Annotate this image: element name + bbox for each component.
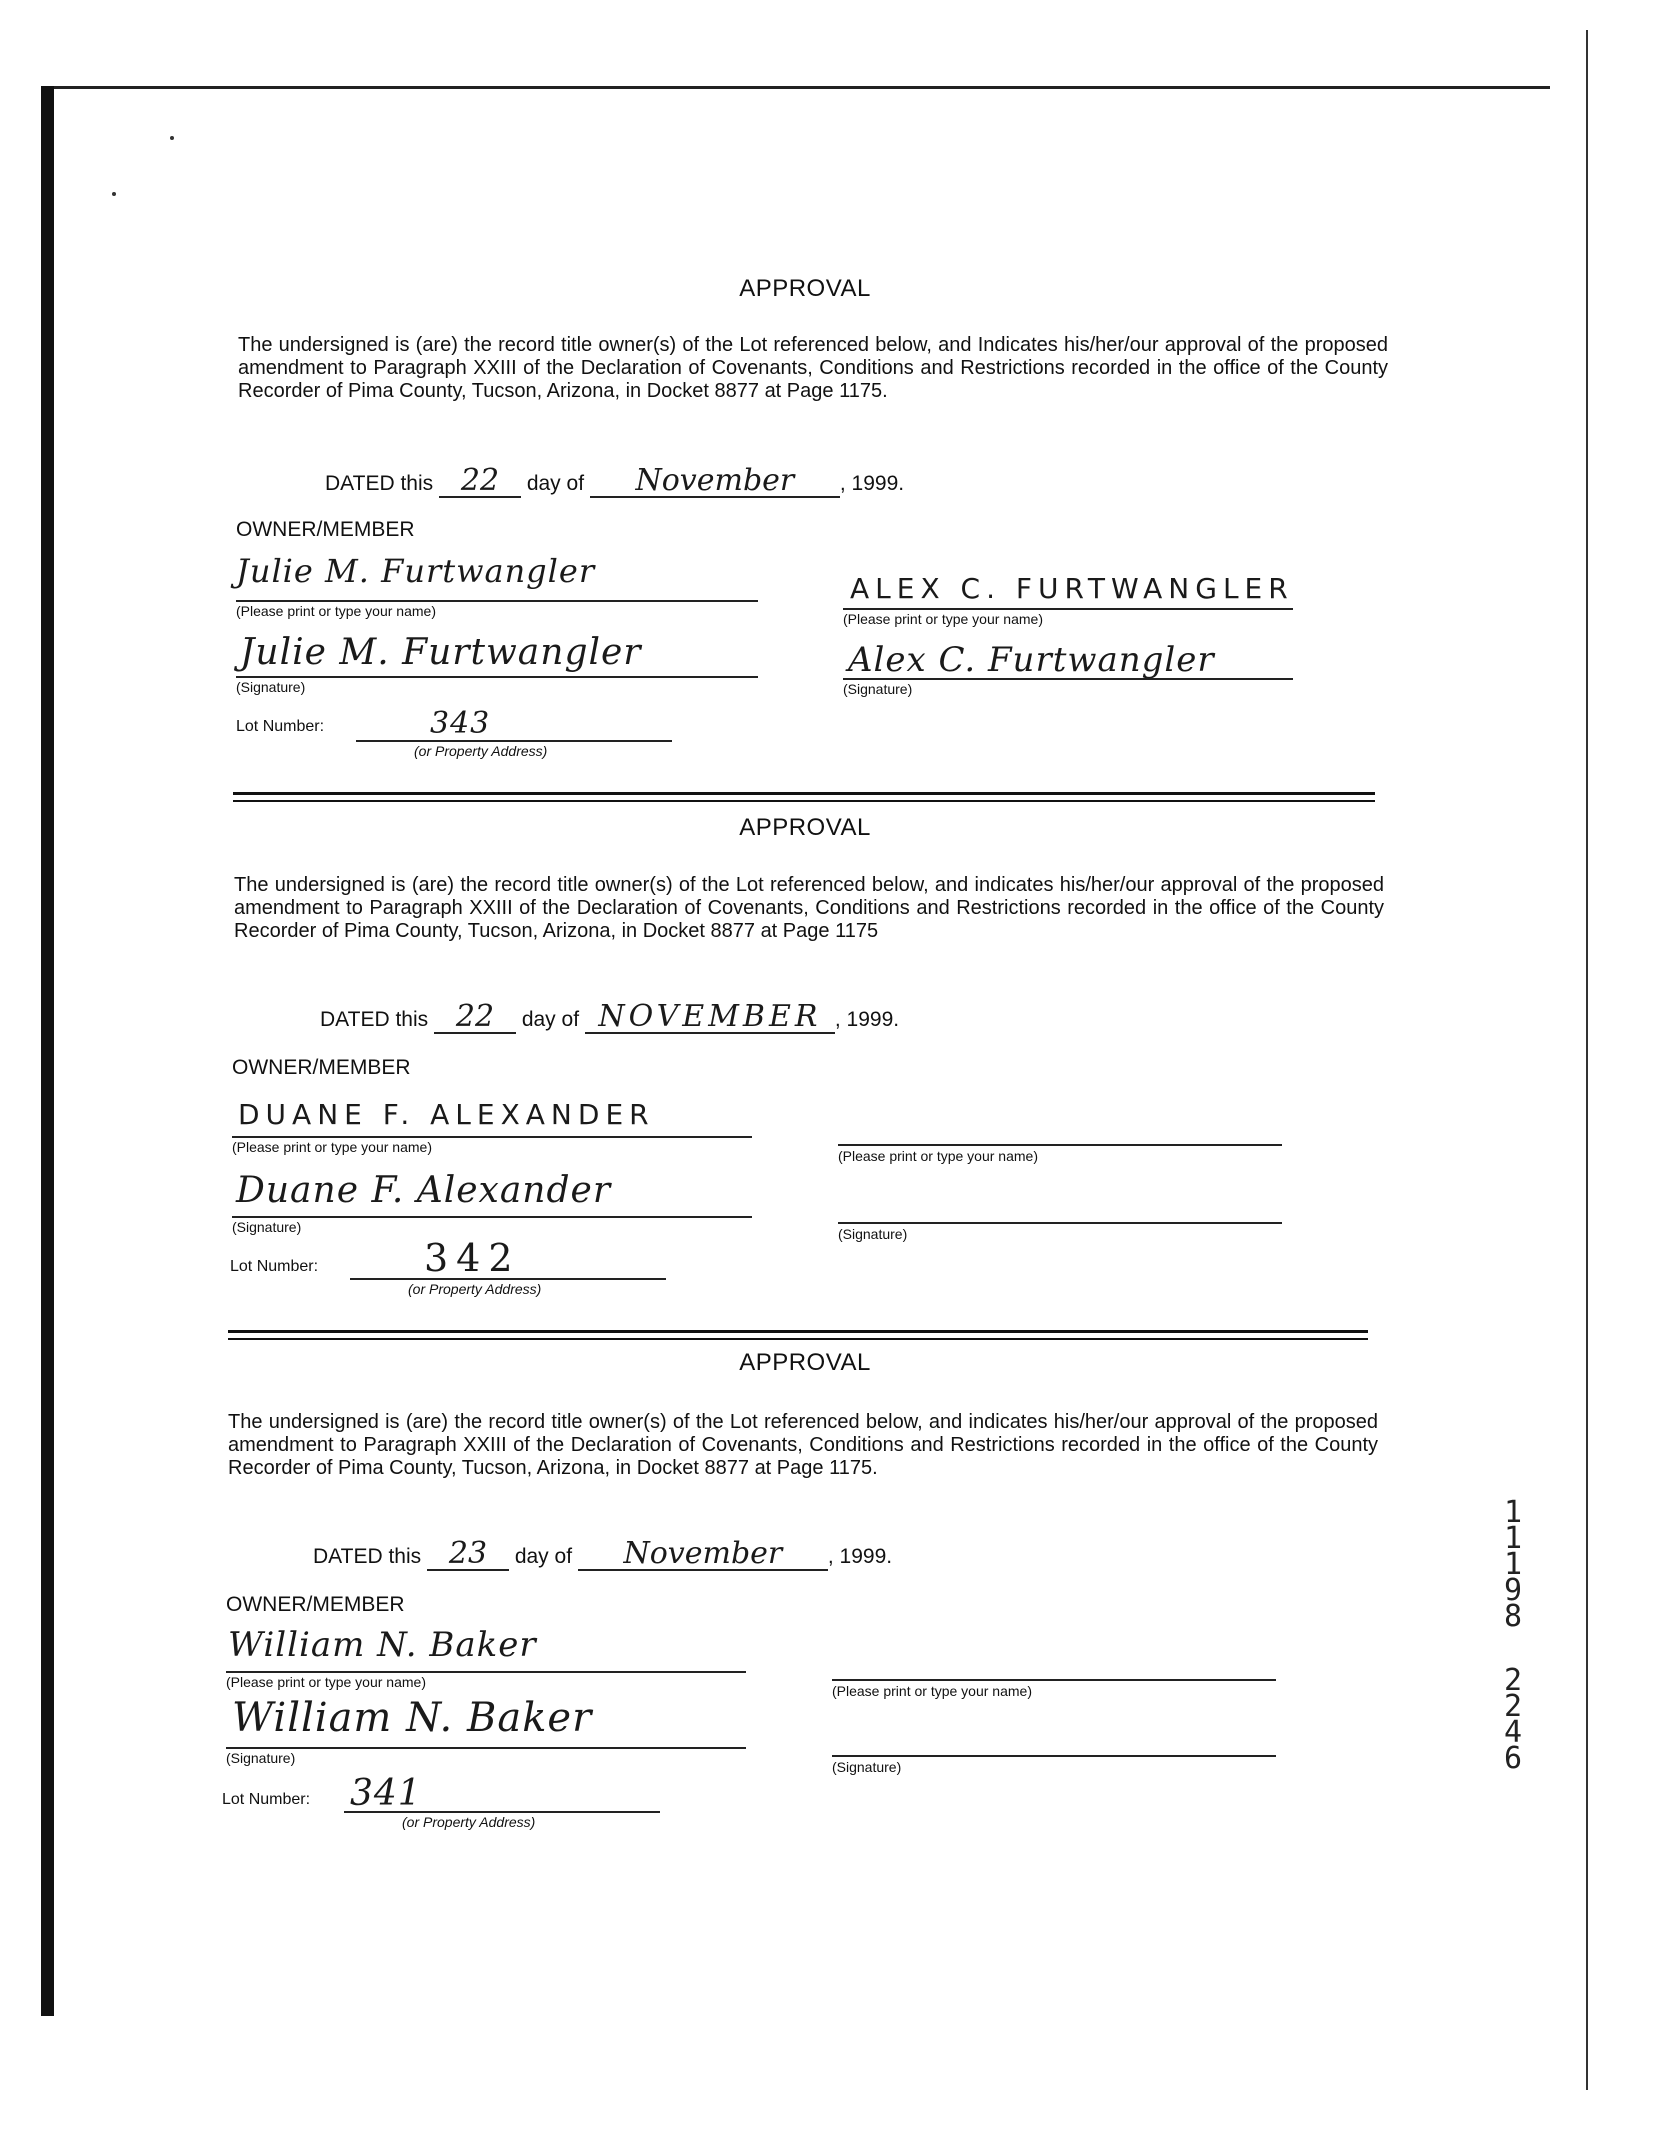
date-month-field: November <box>578 1539 828 1571</box>
approval-paragraph: The undersigned is (are) the record title owner(s) of the Lot referenced below, and indicates his/her/our approval of the proposed amendment to Paragraph XXIII of the Declaration of Covenants, Conditions and Restrictions recorded in the office of the County Recorder of Pima County, Tucson, Arizona, in Docket 8877 at Page 1175 <box>234 874 1384 942</box>
owner-1-signature: Duane F. Alexander <box>236 1170 612 1211</box>
signature-line <box>838 1222 1282 1224</box>
lot-number-value: 341 <box>350 1773 422 1814</box>
scan-speck <box>112 192 116 196</box>
print-name-caption: (Please print or type your name) <box>838 1148 1038 1164</box>
approval-heading: APPROVAL <box>739 814 871 841</box>
approval-section-2 <box>0 808 1664 1348</box>
owner-1-printed-name: Julie M. Furtwangler <box>236 552 596 590</box>
date-day-field: 22 <box>434 1002 516 1034</box>
recording-digit: 8 <box>1503 1599 1523 1634</box>
dated-this-label: DATED this <box>320 1008 429 1031</box>
owner-1-printed-name: William N. Baker <box>228 1625 537 1665</box>
lot-number-value: 342 <box>424 1236 521 1280</box>
approval-heading: APPROVAL <box>739 275 871 302</box>
lot-number-label: Lot Number: <box>230 1258 319 1275</box>
print-name-caption: (Please print or type your name) <box>232 1139 432 1155</box>
signature-caption: (Signature) <box>832 1759 902 1775</box>
day-of-label: day of <box>521 1008 580 1031</box>
print-name-caption: (Please print or type your name) <box>832 1683 1032 1699</box>
dated-line <box>320 999 900 1034</box>
property-address-caption: (or Property Address) <box>402 1814 536 1830</box>
section-divider <box>233 800 1375 802</box>
lot-number-line <box>344 1811 660 1813</box>
signature-line <box>236 676 758 678</box>
year-label: , 1999. <box>839 472 905 495</box>
recording-digit: 6 <box>1503 1741 1523 1776</box>
scan-top-border <box>54 86 1550 89</box>
name-line <box>838 1144 1282 1146</box>
recording-digit: 9 <box>1503 1573 1523 1608</box>
recording-number <box>1498 1495 1528 1776</box>
print-name-caption: (Please print or type your name) <box>236 603 436 619</box>
dated-line <box>325 463 905 498</box>
signature-line <box>226 1747 746 1749</box>
date-month-field: NOVEMBER <box>585 1002 835 1034</box>
section-divider <box>228 1338 1368 1340</box>
owner-member-label: OWNER/MEMBER <box>236 518 415 541</box>
approval-paragraph: The undersigned is (are) the record title owner(s) of the Lot referenced below, and indicates his/her/our approval of the proposed amendment to Paragraph XXIII of the Declaration of Covenants, Conditions and Restrictions recorded in the office of the County Recorder of Pima County, Tucson, Arizona, in Docket 8877 at Page 1175. <box>228 1411 1378 1479</box>
date-day-field: 23 <box>427 1539 509 1571</box>
lot-number-value: 343 <box>430 706 491 741</box>
owner-1-printed-name: DUANE F. ALEXANDER <box>238 1098 655 1131</box>
name-line <box>236 600 758 602</box>
day-of-label: day of <box>514 1545 573 1568</box>
recording-digit: 2 <box>1503 1663 1523 1698</box>
name-line <box>843 608 1293 610</box>
name-line <box>832 1679 1276 1681</box>
dated-this-label: DATED this <box>313 1545 422 1568</box>
lot-number-label: Lot Number: <box>222 1791 311 1808</box>
approval-section-1 <box>0 270 1664 810</box>
date-month-field: November <box>590 466 840 498</box>
section-divider <box>228 1330 1368 1333</box>
signature-caption: (Signature) <box>236 679 306 695</box>
recording-digit: 1 <box>1503 1547 1523 1582</box>
dated-line <box>313 1536 893 1571</box>
name-line <box>226 1671 746 1673</box>
signature-line <box>832 1755 1276 1757</box>
recording-digit: 1 <box>1503 1521 1523 1556</box>
owner-2-signature: Alex C. Furtwangler <box>848 640 1215 680</box>
owner-member-label: OWNER/MEMBER <box>232 1056 411 1079</box>
approval-paragraph: The undersigned is (are) the record title owner(s) of the Lot referenced below, and Indicates his/her/our approval of the proposed amendment to Paragraph XXIII of the Declaration of Covenants, Conditions and Restrictions recorded in the office of the County Recorder of Pima County, Tucson, Arizona, in Docket 8877 at Page 1175. <box>238 334 1388 402</box>
recording-digit: 1 <box>1503 1495 1523 1530</box>
lot-number-line <box>350 1278 666 1280</box>
day-of-label: day of <box>526 472 585 495</box>
owner-1-signature: William N. Baker <box>232 1695 593 1741</box>
owner-2-printed-name: ALEX C. FURTWANGLER <box>850 572 1294 605</box>
date-day-field: 22 <box>439 466 521 498</box>
approval-section-3 <box>0 1345 1664 1885</box>
owner-1-signature: Julie M. Furtwangler <box>240 632 642 673</box>
signature-caption: (Signature) <box>838 1226 908 1242</box>
print-name-caption: (Please print or type your name) <box>226 1674 426 1690</box>
signature-caption: (Signature) <box>226 1750 296 1766</box>
section-divider <box>233 792 1375 795</box>
signature-line <box>232 1216 752 1218</box>
signature-caption: (Signature) <box>232 1219 302 1235</box>
signature-caption: (Signature) <box>843 681 913 697</box>
print-name-caption: (Please print or type your name) <box>843 611 1043 627</box>
recording-digit: 4 <box>1503 1715 1523 1750</box>
signature-line <box>843 678 1293 680</box>
name-line <box>232 1136 752 1138</box>
year-label: , 1999. <box>834 1008 900 1031</box>
lot-number-line <box>356 740 672 742</box>
recording-digit: 2 <box>1503 1689 1523 1724</box>
scan-speck <box>170 136 174 140</box>
approval-heading: APPROVAL <box>739 1349 871 1376</box>
year-label: , 1999. <box>827 1545 893 1568</box>
property-address-caption: (or Property Address) <box>408 1281 542 1297</box>
lot-number-label: Lot Number: <box>236 718 325 735</box>
owner-member-label: OWNER/MEMBER <box>226 1593 405 1616</box>
property-address-caption: (or Property Address) <box>414 743 548 759</box>
dated-this-label: DATED this <box>325 472 434 495</box>
